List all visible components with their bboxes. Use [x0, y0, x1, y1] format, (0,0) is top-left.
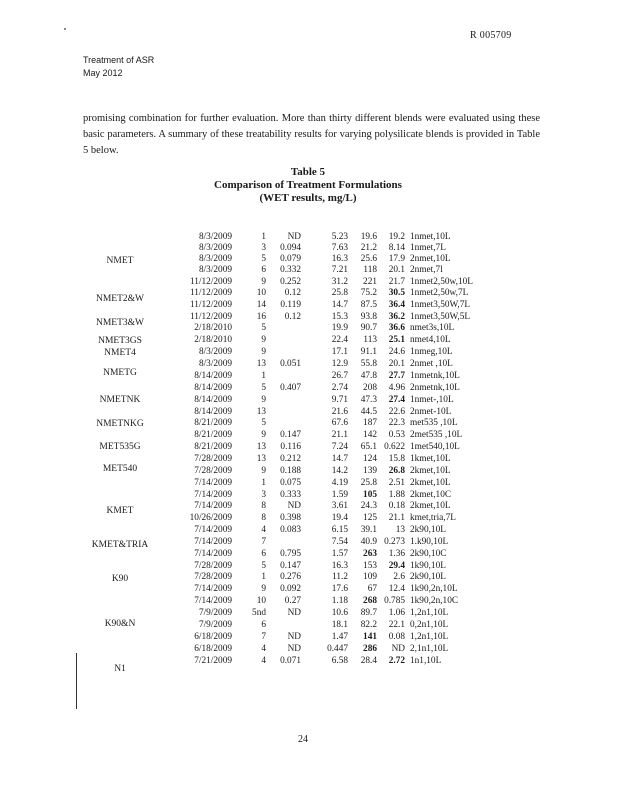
table-cell-v4: 26.8 — [388, 466, 405, 476]
table-cell-date: 8/14/2009 — [194, 383, 232, 393]
table-cell-date: 7/28/2009 — [194, 454, 232, 464]
table-cell-n: 9 — [261, 584, 266, 594]
table-cell-v4: 8.14 — [388, 243, 405, 253]
table-cell-n: 3 — [261, 243, 266, 253]
table-cell-v1: 0.094 — [280, 243, 301, 253]
table-row — [0, 549, 618, 560]
table-cell-label: 1k90,2n,10C — [410, 596, 459, 606]
table-cell-v1: ND — [287, 501, 301, 511]
body-paragraph: promising combination for further evaluation. More than thirty different blends were evaluated using these basic parameters. A summary of these treatability results for varying polysilicate blends is provided in Table 5 below. — [83, 113, 540, 156]
table-cell-v4: 0.18 — [388, 501, 405, 511]
table-cell-v3: 25.8 — [360, 478, 377, 488]
table-cell-v4: 36.4 — [388, 300, 405, 310]
table-cell-v1: ND — [287, 232, 301, 242]
table-cell-v2: 21.6 — [331, 407, 348, 417]
table-cell-n: 1 — [261, 572, 266, 582]
table-cell-v2: 1.18 — [331, 596, 348, 606]
table-cell-v3: 87.5 — [360, 300, 377, 310]
table-cell-label: 1nmet-,10L — [410, 395, 454, 405]
table-cell-date: 8/3/2009 — [198, 232, 232, 242]
table-cell-v4: 2.72 — [388, 656, 405, 666]
table-cell-v2: 11.2 — [332, 572, 348, 582]
table-cell-n: 1 — [261, 371, 266, 381]
table-cell-v2: 18.1 — [331, 620, 348, 630]
table-cell-v1: 0.119 — [280, 300, 301, 310]
table-cell-v3: 109 — [363, 572, 377, 582]
table-cell-v3: 187 — [363, 418, 377, 428]
table-cell-date: 11/12/2009 — [189, 300, 232, 310]
table-cell-v4: 25.1 — [388, 335, 405, 345]
table-cell-date: 7/21/2009 — [194, 656, 232, 666]
table-cell-v1: ND — [287, 644, 301, 654]
table-cell-date: 8/3/2009 — [198, 347, 232, 357]
table-cell-v1: ND — [287, 632, 301, 642]
table-cell-v1: 0.075 — [280, 478, 301, 488]
table-cell-v4: 1.06 — [388, 608, 405, 618]
table-cell-label: 1nmet,10L — [410, 232, 451, 242]
table-cell-n: 1 — [261, 478, 266, 488]
table-cell-v4: ND — [391, 644, 405, 654]
table-cell-v2: 7.54 — [331, 537, 348, 547]
table-cell-v4: 0.785 — [384, 596, 405, 606]
table-cell-v3: 24.3 — [360, 501, 377, 511]
table-cell-v2: 14.7 — [331, 300, 348, 310]
table-cell-n: 9 — [261, 430, 266, 440]
table-cell-v4: 1.36 — [388, 549, 405, 559]
table-cell-date: 7/28/2009 — [194, 466, 232, 476]
table-cell-label: 1,2n1,10L — [410, 608, 449, 618]
group-label: NMET3&W — [95, 318, 145, 328]
table-row — [0, 243, 618, 254]
table-cell-v3: 113 — [363, 335, 377, 345]
table-cell-v1: 0.12 — [284, 312, 301, 322]
group-label: K90 — [111, 574, 129, 584]
table-row — [0, 644, 618, 655]
table-cell-n: 5 — [261, 418, 266, 428]
table-cell-v3: 118 — [363, 265, 377, 275]
table-cell-v2: 7.21 — [331, 265, 348, 275]
table-cell-n: 5 — [261, 323, 266, 333]
table-cell-n: 6 — [261, 549, 266, 559]
table-cell-n: 7 — [261, 537, 266, 547]
table-cell-date: 8/14/2009 — [194, 395, 232, 405]
table-cell-n: 6 — [261, 620, 266, 630]
table-cell-label: 2nmet,10L — [410, 254, 451, 264]
table-cell-label: 0,2n1,10L — [410, 620, 449, 630]
table-cell-v2: 14.2 — [331, 466, 348, 476]
table-cell-v2: 0.447 — [327, 644, 348, 654]
table-row — [0, 584, 618, 595]
table-cell-date: 7/9/2009 — [198, 620, 232, 630]
table-cell-label: 2kmet,10C — [410, 490, 452, 500]
header-title: Treatment of ASR — [83, 55, 155, 65]
table-cell-label: 2,1n1,10L — [410, 644, 449, 654]
table-cell-v2: 25.8 — [331, 288, 348, 298]
table-cell-v3: 263 — [363, 549, 377, 559]
table-cell-label: 2kmet,10L — [410, 501, 451, 511]
table-cell-v4: 0.622 — [384, 442, 405, 452]
table-cell-label: 2nmet,7l — [410, 265, 443, 275]
table-cell-date: 7/28/2009 — [194, 572, 232, 582]
table-cell-label: 1nmet,7L — [410, 243, 446, 253]
table-cell-label: 1k90,10L — [410, 561, 446, 571]
table-cell-v3: 93.8 — [360, 312, 377, 322]
table-cell-v1: ND — [287, 608, 301, 618]
table-cell-n: 10 — [256, 596, 266, 606]
table-cell-v1: 0.398 — [280, 513, 301, 523]
table-cell-v1: 0.083 — [280, 525, 301, 535]
table-cell-date: 8/21/2009 — [194, 442, 232, 452]
group-label: MET535G — [99, 442, 141, 452]
table-cell-label: 2k90,10L — [410, 525, 446, 535]
table-cell-n: 13 — [256, 454, 266, 464]
table-cell-date: 11/12/2009 — [189, 277, 232, 287]
table-cell-n: 13 — [256, 407, 266, 417]
table-cell-v1: 0.276 — [280, 572, 301, 582]
table-cell-v2: 7.63 — [331, 243, 348, 253]
table-cell-v2: 31.2 — [331, 277, 348, 287]
table-cell-v4: 4.96 — [388, 383, 405, 393]
table-cell-label: 1nmetnk,10L — [410, 371, 460, 381]
table-cell-v3: 65.1 — [360, 442, 377, 452]
table-cell-date: 2/18/2010 — [194, 323, 232, 333]
table-cell-date: 7/14/2009 — [194, 596, 232, 606]
group-label: KMET&TRIA — [91, 540, 149, 550]
table-row — [0, 478, 618, 489]
left-bracket-line — [76, 653, 77, 709]
table-cell-n: 5 — [261, 383, 266, 393]
table-cell-label: nmet3s,10L — [410, 323, 455, 333]
table-cell-v2: 26.7 — [331, 371, 348, 381]
table-cell-n: 16 — [256, 312, 266, 322]
table-cell-date: 7/14/2009 — [194, 478, 232, 488]
table-cell-v4: 0.53 — [388, 430, 405, 440]
table-cell-date: 8/21/2009 — [194, 418, 232, 428]
table-cell-v4: 2.6 — [393, 572, 405, 582]
table-cell-label: kmet,tria,7L — [410, 513, 456, 523]
group-label: NMETNKG — [96, 419, 144, 429]
table-cell-v3: 67 — [367, 584, 377, 594]
table-cell-v2: 22.4 — [331, 335, 348, 345]
table-cell-label: 2nmetnk,10L — [410, 383, 460, 393]
table-cell-n: 1 — [261, 232, 266, 242]
table-cell-label: 2k90,10L — [410, 572, 446, 582]
table-cell-v2: 4.19 — [331, 478, 348, 488]
table-cell-v3: 39.1 — [360, 525, 377, 535]
table-row — [0, 407, 618, 418]
table-row — [0, 608, 618, 619]
table-cell-v3: 286 — [363, 644, 377, 654]
table-cell-v1: 0.071 — [280, 656, 301, 666]
table-cell-label: 1nmet2,50w,10L — [410, 277, 473, 287]
table-cell-date: 10/26/2009 — [189, 513, 232, 523]
table-cell-v2: 19.4 — [331, 513, 348, 523]
group-label: KMET — [106, 506, 134, 516]
table-cell-v2: 16.3 — [331, 561, 348, 571]
table-cell-date: 8/3/2009 — [198, 359, 232, 369]
table-cell-v3: 75.2 — [360, 288, 377, 298]
group-label: NMET — [106, 256, 134, 266]
table-cell-v3: 40.9 — [360, 537, 377, 547]
table-cell-n: 4 — [261, 525, 266, 535]
table-cell-v3: 44.5 — [360, 407, 377, 417]
table-units: (WET results, mg/L) — [259, 192, 357, 204]
table-cell-v2: 21.1 — [331, 430, 348, 440]
table-cell-v3: 25.6 — [360, 254, 377, 264]
table-cell-v3: 89.7 — [360, 608, 377, 618]
table-cell-v3: 153 — [363, 561, 377, 571]
table-cell-date: 7/28/2009 — [194, 561, 232, 571]
table-cell-n: 9 — [261, 277, 266, 287]
table-cell-label: 1met540,10L — [410, 442, 460, 452]
table-cell-n: 8 — [261, 501, 266, 511]
scan-speck — [64, 28, 66, 30]
table-cell-v4: 27.4 — [388, 395, 405, 405]
table-cell-v3: 221 — [363, 277, 377, 287]
formulation-table — [0, 232, 618, 712]
table-cell-n: 9 — [261, 347, 266, 357]
table-cell-v4: 22.6 — [388, 407, 405, 417]
table-cell-date: 7/14/2009 — [194, 537, 232, 547]
table-cell-v1: 0.116 — [280, 442, 301, 452]
table-cell-n: 13 — [256, 359, 266, 369]
table-cell-v3: 82.2 — [360, 620, 377, 630]
table-cell-v4: 21.1 — [388, 513, 405, 523]
table-cell-date: 8/3/2009 — [198, 243, 232, 253]
table-row — [0, 277, 618, 288]
table-cell-date: 8/21/2009 — [194, 430, 232, 440]
table-cell-v2: 1.57 — [331, 549, 348, 559]
table-cell-v4: 2.51 — [388, 478, 405, 488]
table-cell-date: 2/18/2010 — [194, 335, 232, 345]
table-cell-v2: 2.74 — [331, 383, 348, 393]
table-cell-date: 7/9/2009 — [198, 608, 232, 618]
table-cell-label: 2kmet,10L — [410, 478, 451, 488]
table-cell-date: 7/14/2009 — [194, 525, 232, 535]
table-cell-date: 8/3/2009 — [198, 254, 232, 264]
table-cell-v1: 0.333 — [280, 490, 301, 500]
table-row — [0, 632, 618, 643]
table-cell-v2: 1.47 — [331, 632, 348, 642]
table-cell-v1: 0.188 — [280, 466, 301, 476]
table-cell-v2: 6.15 — [331, 525, 348, 535]
table-cell-label: 2nmet ,10L — [410, 359, 453, 369]
table-cell-v3: 139 — [363, 466, 377, 476]
table-cell-date: 8/14/2009 — [194, 371, 232, 381]
table-cell-v3: 90.7 — [360, 323, 377, 333]
table-cell-v4: 0.273 — [384, 537, 405, 547]
table-cell-v2: 9.71 — [331, 395, 348, 405]
table-cell-v4: 27.7 — [388, 371, 405, 381]
table-cell-v1: 0.795 — [280, 549, 301, 559]
table-row — [0, 232, 618, 243]
table-cell-label: 2k90,10C — [410, 549, 447, 559]
table-cell-n: 5nd — [252, 608, 266, 618]
table-subtitle: Comparison of Treatment Formulations — [214, 179, 402, 191]
table-cell-v2: 15.3 — [331, 312, 348, 322]
page-number: 24 — [298, 734, 308, 745]
table-cell-date: 8/14/2009 — [194, 407, 232, 417]
table-cell-v4: 20.1 — [388, 359, 405, 369]
table-cell-v1: 0.079 — [280, 254, 301, 264]
table-cell-v4: 19.2 — [388, 232, 405, 242]
table-cell-v1: 0.147 — [280, 430, 301, 440]
table-cell-label: 1nmet3,50W,5L — [410, 312, 471, 322]
table-cell-v4: 36.6 — [388, 323, 405, 333]
table-cell-date: 7/14/2009 — [194, 584, 232, 594]
table-cell-v4: 15.8 — [388, 454, 405, 464]
table-cell-v4: 17.9 — [388, 254, 405, 264]
table-cell-n: 9 — [261, 335, 266, 345]
table-cell-v4: 20.1 — [388, 265, 405, 275]
table-cell-v1: 0.252 — [280, 277, 301, 287]
header-date: May 2012 — [83, 68, 123, 78]
table-cell-n: 9 — [261, 395, 266, 405]
table-cell-v3: 124 — [363, 454, 377, 464]
table-cell-label: 1.k90,10L — [410, 537, 449, 547]
group-label: NMETNK — [99, 395, 141, 405]
table-cell-v2: 3.61 — [331, 501, 348, 511]
table-cell-v4: 22.1 — [388, 620, 405, 630]
table-row — [0, 561, 618, 572]
table-cell-n: 4 — [261, 644, 266, 654]
table-cell-v2: 67.6 — [331, 418, 348, 428]
table-row — [0, 383, 618, 394]
group-label: K90&N — [104, 619, 136, 629]
table-cell-v3: 28.4 — [360, 656, 377, 666]
group-label: NMET4 — [104, 348, 136, 358]
table-cell-v3: 268 — [363, 596, 377, 606]
table-cell-date: 8/3/2009 — [198, 265, 232, 275]
table-cell-v4: 36.2 — [388, 312, 405, 322]
table-cell-label: 1,2n1,10L — [410, 632, 449, 642]
table-cell-v4: 0.08 — [388, 632, 405, 642]
table-cell-label: 1nmet2,50w,7L — [410, 288, 469, 298]
table-cell-n: 5 — [261, 561, 266, 571]
table-cell-date: 6/18/2009 — [194, 644, 232, 654]
table-cell-label: 2met535 ,10L — [410, 430, 463, 440]
table-row — [0, 490, 618, 501]
table-cell-v2: 1.59 — [331, 490, 348, 500]
table-cell-date: 7/14/2009 — [194, 501, 232, 511]
table-cell-v4: 21.7 — [388, 277, 405, 287]
table-cell-label: met535 ,10L — [410, 418, 458, 428]
group-label: NMET3GS — [98, 336, 142, 346]
table-cell-v2: 17.6 — [331, 584, 348, 594]
table-cell-v1: 0.051 — [280, 359, 301, 369]
table-cell-v3: 19.6 — [360, 232, 377, 242]
table-cell-v2: 5.23 — [331, 232, 348, 242]
table-cell-v1: 0.407 — [280, 383, 301, 393]
group-label: NMET2&W — [95, 294, 145, 304]
table-cell-v3: 125 — [363, 513, 377, 523]
table-cell-label: 1n1,10L — [410, 656, 442, 666]
table-cell-v2: 14.7 — [331, 454, 348, 464]
table-cell-v2: 10.6 — [331, 608, 348, 618]
table-title: Table 5 — [290, 166, 326, 178]
table-cell-v2: 16.3 — [331, 254, 348, 264]
table-cell-n: 13 — [256, 442, 266, 452]
table-cell-date: 11/12/2009 — [189, 312, 232, 322]
table-cell-v3: 208 — [363, 383, 377, 393]
table-row — [0, 525, 618, 536]
table-cell-n: 14 — [256, 300, 266, 310]
table-row — [0, 265, 618, 276]
table-cell-label: 1k90,2n,10L — [410, 584, 458, 594]
table-cell-v3: 105 — [363, 490, 377, 500]
table-cell-n: 4 — [261, 656, 266, 666]
table-cell-v4: 12.4 — [388, 584, 405, 594]
group-label: N1 — [114, 664, 126, 674]
table-cell-n: 7 — [261, 632, 266, 642]
table-cell-n: 5 — [261, 254, 266, 264]
table-cell-v1: 0.27 — [284, 596, 301, 606]
table-cell-v2: 6.58 — [331, 656, 348, 666]
table-cell-v4: 29.4 — [388, 561, 405, 571]
group-label: MET540 — [102, 464, 138, 474]
table-cell-label: 2kmet,10L — [410, 466, 451, 476]
table-cell-n: 10 — [256, 288, 266, 298]
table-cell-v4: 30.5 — [388, 288, 405, 298]
table-row — [0, 430, 618, 441]
table-cell-v2: 12.9 — [331, 359, 348, 369]
table-cell-date: 7/14/2009 — [194, 490, 232, 500]
table-cell-v1: 0.212 — [280, 454, 301, 464]
group-label: NMETG — [103, 368, 137, 378]
table-cell-v3: 21.2 — [360, 243, 377, 253]
table-cell-label: 1nmeg,10L — [410, 347, 453, 357]
table-cell-date: 7/14/2009 — [194, 549, 232, 559]
table-cell-v4: 24.6 — [388, 347, 405, 357]
table-cell-date: 6/18/2009 — [194, 632, 232, 642]
table-cell-label: 1nmet3,50W,7L — [410, 300, 471, 310]
table-cell-v3: 141 — [363, 632, 377, 642]
table-cell-v3: 91.1 — [360, 347, 377, 357]
table-cell-n: 3 — [261, 490, 266, 500]
table-cell-date: 11/12/2009 — [189, 288, 232, 298]
table-cell-v1: 0.147 — [280, 561, 301, 571]
table-cell-label: 1kmet,10L — [410, 454, 451, 464]
table-cell-v3: 55.8 — [360, 359, 377, 369]
table-cell-v2: 7.24 — [331, 442, 348, 452]
table-cell-v3: 47.3 — [360, 395, 377, 405]
table-cell-n: 9 — [261, 466, 266, 476]
table-cell-v3: 47.8 — [360, 371, 377, 381]
table-cell-v2: 17.1 — [331, 347, 348, 357]
table-cell-v4: 1.88 — [388, 490, 405, 500]
table-cell-v4: 22.3 — [388, 418, 405, 428]
table-cell-label: nmet4,10L — [410, 335, 451, 345]
bates-number: R 005709 — [470, 30, 512, 41]
table-cell-v4: 13 — [395, 525, 405, 535]
table-cell-v1: 0.092 — [280, 584, 301, 594]
table-cell-label: 2nmet-10L — [410, 407, 452, 417]
table-cell-v2: 19.9 — [331, 323, 348, 333]
table-caption — [183, 166, 433, 205]
table-cell-v1: 0.12 — [284, 288, 301, 298]
table-cell-v1: 0.332 — [280, 265, 301, 275]
table-cell-v3: 142 — [363, 430, 377, 440]
table-cell-n: 8 — [261, 513, 266, 523]
table-row — [0, 596, 618, 607]
table-cell-n: 6 — [261, 265, 266, 275]
